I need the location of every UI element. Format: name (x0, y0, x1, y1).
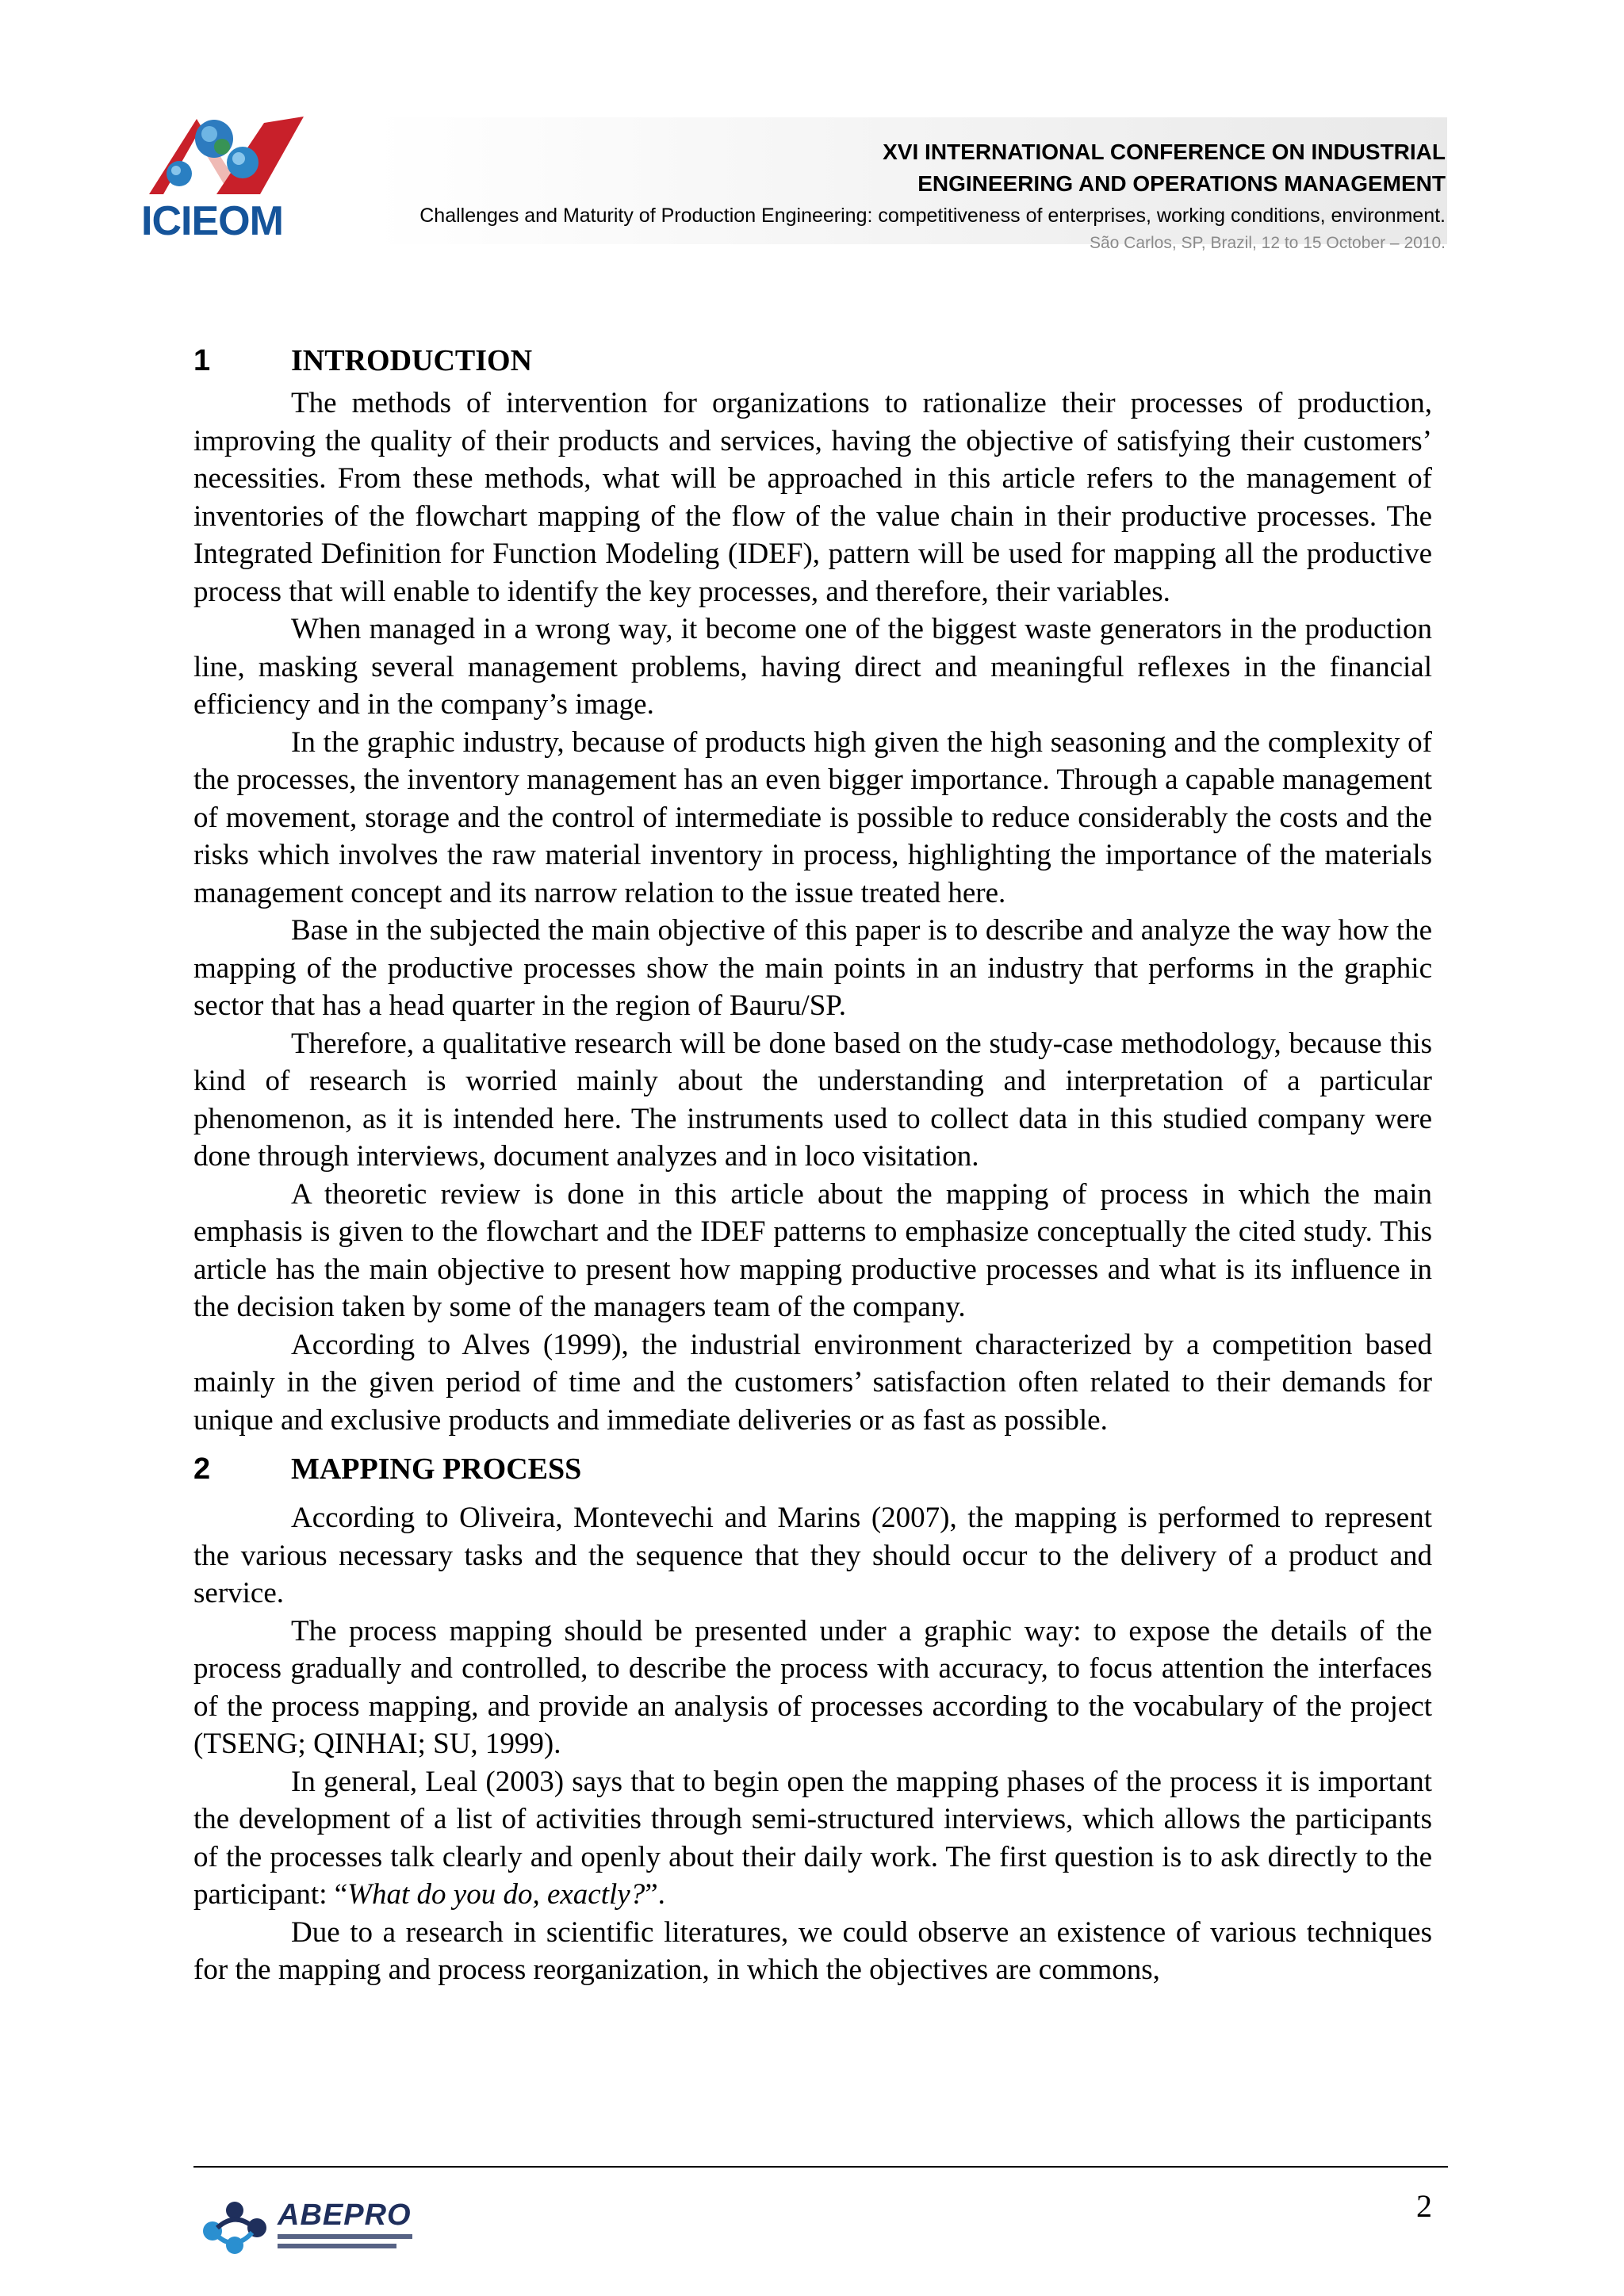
abepro-logo-subtitle-icon (278, 2233, 420, 2252)
paragraph: When managed in a wrong way, it become one of the biggest waste generators in the production line, masking several management problems, having direct and meaningful reflexes in the financial efficiency and in the company’s image. (193, 613, 1432, 721)
paragraph: The methods of intervention for organizations to rationalize their processes of production, improving the quality of their products and services, having the objective of satisfying their customers’ necessities. From these methods, what will be approached in this article refers to the management of inventories of the flowchart mapping of the flow of the value chain in their productive processes. The Integrated Definition for Function Modeling (IDEF), pattern will be used for mapping all the productive process that will enable to identify the key processes, and therefore, their variables. (193, 387, 1432, 608)
icieom-logo (141, 115, 308, 242)
paragraph-with-quote (193, 1763, 1432, 1914)
quote-lead-text: In general, Leal (2003) says that to begin open the mapping phases of the process it is important the development of a list of activities through semi-structured interviews, which allows the participants of the processes talk clearly and openly about their daily work. The first question is to ask directly to the participant: “ (193, 1765, 1432, 1911)
paragraph: According to Alves (1999), the industrial environment characterized by a competition based mainly in the given period of time and the customers’ satisfaction often related to their demands for unique and exclusive products and immediate deliveries or as fast as possible. (193, 1328, 1432, 1437)
conference-location-date: São Carlos, SP, Brazil, 12 to 15 October – 2010. (1089, 234, 1446, 252)
section-heading-introduction (193, 337, 1432, 385)
abepro-logo-text: ABEPRO (278, 2198, 412, 2232)
paragraph: The process mapping should be presented under a graphic way: to expose the details of the process gradually and controlled, to describe the process with accuracy, to focus attention the interfaces of the process mapping, and provide an analysis of processes according to the vocabulary of the project (TSENG; QINHAI; SU, 1999). (193, 1614, 1432, 1760)
section-number: 1 (193, 344, 211, 377)
quoted-question: What do you do, exactly? (347, 1878, 645, 1911)
quote-trail-text: ”. (645, 1878, 665, 1911)
paragraph: Base in the subjected the main objective of this paper is to describe and analyze the way how the mapping of the productive processes show the main points in an industry that performs in the graphic sector that has a head quarter in the region of Bauru/SP. (193, 914, 1432, 1022)
conference-header (335, 136, 1446, 255)
paper-body (193, 337, 1432, 1989)
abepro-logo (198, 2196, 420, 2260)
section-heading-mapping-process (193, 1445, 1432, 1493)
conference-theme: Challenges and Maturity of Production Engineering: competitiveness of enterprises, working conditions, environment. (419, 205, 1446, 227)
section-number: 2 (193, 1452, 211, 1486)
page-number: 2 (1416, 2188, 1432, 2224)
section-title: MAPPING PROCESS (291, 1452, 582, 1486)
abepro-emblem-icon (198, 2196, 274, 2260)
footer-rule (193, 2166, 1448, 2168)
paragraph: Due to a research in scientific literatures, we could observe an existence of various techniques for the mapping and process reorganization, in which the objectives are commons, (193, 1915, 1432, 1986)
section-title: INTRODUCTION (291, 344, 533, 377)
paragraph: Therefore, a qualitative research will be done based on the study-case methodology, because this kind of research is worried mainly about the understanding and interpretation of a particular phenomenon, as it is intended here. The instruments used to collect data in this studied company were done through interviews, document analyzes and in loco visitation. (193, 1027, 1432, 1173)
icieom-emblem-icon (141, 115, 308, 202)
paragraph: According to Oliveira, Montevechi and Marins (2007), the mapping is performed to represent the various necessary tasks and the sequence that they should occur to the delivery of a product and service. (193, 1502, 1432, 1609)
paragraph: A theoretic review is done in this article about the mapping of process in which the main emphasis is given to the flowchart and the IDEF patterns to emphasize conceptually the cited study. This article has the main objective to present how mapping productive processes and what is its influence in the decision taken by some of the managers team of the company. (193, 1177, 1432, 1323)
paragraph: In the graphic industry, because of products high given the high seasoning and the complexity of the processes, the inventory management has an even bigger importance. Through a capable management of movement, storage and the control of intermediate is possible to reduce considerably the costs and the risks which involves the raw material inventory in process, highlighting the importance of the materials management concept and its narrow relation to the issue treated here. (193, 725, 1432, 909)
icieom-logo-text: ICIEOM (141, 198, 283, 244)
conference-title-line-2: ENGINEERING AND OPERATIONS MANAGEMENT (917, 171, 1446, 196)
conference-title-line-1: XVI INTERNATIONAL CONFERENCE ON INDUSTRIAL (883, 140, 1446, 164)
